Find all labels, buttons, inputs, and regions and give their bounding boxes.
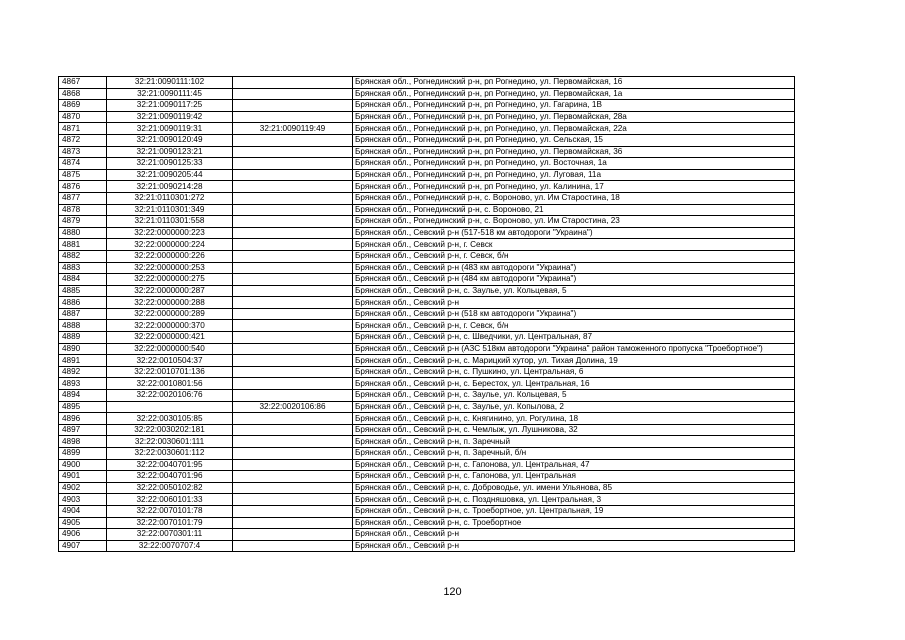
cadastral-number-cell: 32:22:0030601:111 <box>107 436 233 448</box>
address-cell: Брянская обл., Севский р-н, с. Заулье, ул. Кольцевая, 5 <box>353 285 795 297</box>
row-number-cell: 4896 <box>59 413 107 425</box>
row-number-cell: 4877 <box>59 192 107 204</box>
cadastral-number-cell: 32:22:0000000:253 <box>107 262 233 274</box>
row-number-cell: 4878 <box>59 204 107 216</box>
previous-number-cell <box>233 355 353 367</box>
table-row <box>59 181 795 193</box>
table-row <box>59 517 795 529</box>
table-row <box>59 401 795 413</box>
address-cell: Брянская обл., Севский р-н, с. Гапонова, ул. Центральная, 47 <box>353 459 795 471</box>
row-number-cell: 4901 <box>59 471 107 483</box>
address-cell: Брянская обл., Рогнединский р-н, с. Вороново, ул. Им Старостина, 23 <box>353 216 795 228</box>
address-cell: Брянская обл., Севский р-н, с. Княгинино, ул. Рогулина, 18 <box>353 413 795 425</box>
row-number-cell: 4898 <box>59 436 107 448</box>
registry-table-body <box>59 77 795 552</box>
cadastral-number-cell: 32:21:0090125:33 <box>107 158 233 170</box>
cadastral-number-cell: 32:22:0040701:95 <box>107 459 233 471</box>
cadastral-number-cell: 32:22:0070101:79 <box>107 517 233 529</box>
previous-number-cell <box>233 192 353 204</box>
previous-number-cell <box>233 378 353 390</box>
table-row <box>59 494 795 506</box>
cadastral-number-cell: 32:21:0090111:45 <box>107 88 233 100</box>
address-cell: Брянская обл., Севский р-н (484 км автодороги "Украина") <box>353 274 795 286</box>
address-cell: Брянская обл., Севский р-н, г. Севск <box>353 239 795 251</box>
address-cell: Брянская обл., Севский р-н, с. Троебортное, ул. Центральная, 19 <box>353 505 795 517</box>
previous-number-cell <box>233 227 353 239</box>
table-row <box>59 250 795 262</box>
cadastral-number-cell: 32:22:0040701:96 <box>107 471 233 483</box>
previous-number-cell <box>233 158 353 170</box>
row-number-cell: 4884 <box>59 274 107 286</box>
cadastral-number-cell: 32:22:0010801:56 <box>107 378 233 390</box>
row-number-cell: 4872 <box>59 134 107 146</box>
previous-number-cell <box>233 343 353 355</box>
row-number-cell: 4900 <box>59 459 107 471</box>
previous-number-cell <box>233 390 353 402</box>
cadastral-number-cell: 32:21:0090119:42 <box>107 111 233 123</box>
cadastral-number-cell: 32:22:0060101:33 <box>107 494 233 506</box>
previous-number-cell <box>233 320 353 332</box>
cadastral-number-cell: 32:22:0010504:37 <box>107 355 233 367</box>
address-cell: Брянская обл., Севский р-н <box>353 540 795 552</box>
previous-number-cell <box>233 134 353 146</box>
previous-number-cell <box>233 505 353 517</box>
cadastral-number-cell: 32:21:0110301:349 <box>107 204 233 216</box>
row-number-cell: 4886 <box>59 297 107 309</box>
address-cell: Брянская обл., Рогнединский р-н, рп Рогнедино, ул. Гагарина, 1В <box>353 100 795 112</box>
address-cell: Брянская обл., Севский р-н, с. Чемлыж, ул. Лушникова, 32 <box>353 424 795 436</box>
cadastral-number-cell: 32:22:0020106:76 <box>107 390 233 402</box>
row-number-cell: 4871 <box>59 123 107 135</box>
previous-number-cell <box>233 204 353 216</box>
registry-table <box>58 76 795 552</box>
previous-number-cell <box>233 100 353 112</box>
address-cell: Брянская обл., Севский р-н, с. Троебортное <box>353 517 795 529</box>
table-row <box>59 459 795 471</box>
row-number-cell: 4869 <box>59 100 107 112</box>
table-row <box>59 111 795 123</box>
address-cell: Брянская обл., Севский р-н, с. Поздняшовка, ул. Центральная, 3 <box>353 494 795 506</box>
address-cell: Брянская обл., Севский р-н (АЗС 518км автодороги "Украина" район таможенного пропуска "Троебортное") <box>353 343 795 355</box>
previous-number-cell <box>233 216 353 228</box>
previous-number-cell <box>233 274 353 286</box>
table-row <box>59 482 795 494</box>
address-cell: Брянская обл., Севский р-н, с. Доброводье, ул. имени Ульянова, 85 <box>353 482 795 494</box>
cadastral-number-cell: 32:21:0090214:28 <box>107 181 233 193</box>
row-number-cell: 4890 <box>59 343 107 355</box>
cadastral-number-cell: 32:22:0030105:85 <box>107 413 233 425</box>
previous-number-cell <box>233 448 353 460</box>
cadastral-number-cell: 32:22:0030601:112 <box>107 448 233 460</box>
row-number-cell: 4891 <box>59 355 107 367</box>
previous-number-cell <box>233 471 353 483</box>
cadastral-number-cell <box>107 401 233 413</box>
table-row <box>59 413 795 425</box>
cadastral-number-cell: 32:21:0090117:25 <box>107 100 233 112</box>
previous-number-cell <box>233 540 353 552</box>
row-number-cell: 4892 <box>59 366 107 378</box>
table-row <box>59 343 795 355</box>
previous-number-cell <box>233 169 353 181</box>
cadastral-number-cell: 32:22:0000000:370 <box>107 320 233 332</box>
row-number-cell: 4905 <box>59 517 107 529</box>
cadastral-number-cell: 32:22:0030202:181 <box>107 424 233 436</box>
previous-number-cell <box>233 529 353 541</box>
address-cell: Брянская обл., Севский р-н <box>353 297 795 309</box>
cadastral-number-cell: 32:22:0000000:223 <box>107 227 233 239</box>
table-row <box>59 227 795 239</box>
row-number-cell: 4906 <box>59 529 107 541</box>
previous-number-cell: 32:21:0090119:49 <box>233 123 353 135</box>
cadastral-number-cell: 32:22:0070707:4 <box>107 540 233 552</box>
row-number-cell: 4880 <box>59 227 107 239</box>
cadastral-number-cell: 32:22:0000000:224 <box>107 239 233 251</box>
address-cell: Брянская обл., Рогнединский р-н, рп Рогнедино, ул. Первомайская, 16 <box>353 77 795 89</box>
row-number-cell: 4888 <box>59 320 107 332</box>
previous-number-cell <box>233 297 353 309</box>
address-cell: Брянская обл., Севский р-н (517-518 км автодороги "Украина") <box>353 227 795 239</box>
address-cell: Брянская обл., Рогнединский р-н, рп Рогнедино, ул. Первомайская, 36 <box>353 146 795 158</box>
row-number-cell: 4883 <box>59 262 107 274</box>
table-row <box>59 297 795 309</box>
table-row <box>59 134 795 146</box>
address-cell: Брянская обл., Рогнединский р-н, рп Рогнедино, ул. Луговая, 11а <box>353 169 795 181</box>
address-cell: Брянская обл., Севский р-н (518 км автодороги "Украина") <box>353 308 795 320</box>
cadastral-number-cell: 32:22:0000000:226 <box>107 250 233 262</box>
address-cell: Брянская обл., Севский р-н (483 км автодороги "Украина") <box>353 262 795 274</box>
address-cell: Брянская обл., Севский р-н, п. Заречный, б/н <box>353 448 795 460</box>
address-cell: Брянская обл., Севский р-н, с. Пушкино, ул. Центральная, 6 <box>353 366 795 378</box>
row-number-cell: 4907 <box>59 540 107 552</box>
previous-number-cell <box>233 77 353 89</box>
row-number-cell: 4903 <box>59 494 107 506</box>
address-cell: Брянская обл., Севский р-н, с. Заулье, ул. Копылова, 2 <box>353 401 795 413</box>
row-number-cell: 4899 <box>59 448 107 460</box>
cadastral-number-cell: 32:22:0010701:136 <box>107 366 233 378</box>
table-row <box>59 77 795 89</box>
cadastral-number-cell: 32:22:0050102:82 <box>107 482 233 494</box>
cadastral-number-cell: 32:22:0000000:540 <box>107 343 233 355</box>
previous-number-cell <box>233 88 353 100</box>
cadastral-number-cell: 32:22:0000000:275 <box>107 274 233 286</box>
page-number: 120 <box>443 586 462 598</box>
table-row <box>59 169 795 181</box>
previous-number-cell <box>233 366 353 378</box>
table-row <box>59 448 795 460</box>
row-number-cell: 4894 <box>59 390 107 402</box>
table-row <box>59 123 795 135</box>
previous-number-cell <box>233 459 353 471</box>
previous-number-cell <box>233 250 353 262</box>
address-cell: Брянская обл., Рогнединский р-н, рп Рогнедино, ул. Первомайская, 22а <box>353 123 795 135</box>
table-row <box>59 529 795 541</box>
row-number-cell: 4887 <box>59 308 107 320</box>
previous-number-cell <box>233 436 353 448</box>
table-row <box>59 262 795 274</box>
row-number-cell: 4881 <box>59 239 107 251</box>
address-cell: Брянская обл., Севский р-н, с. Заулье, ул. Кольцевая, 5 <box>353 390 795 402</box>
table-row <box>59 540 795 552</box>
previous-number-cell <box>233 262 353 274</box>
previous-number-cell <box>233 146 353 158</box>
cadastral-number-cell: 32:21:0090205:44 <box>107 169 233 181</box>
cadastral-number-cell: 32:21:0110301:558 <box>107 216 233 228</box>
table-row <box>59 505 795 517</box>
address-cell: Брянская обл., Севский р-н, г. Севск, б/н <box>353 320 795 332</box>
address-cell: Брянская обл., Севский р-н, с. Берестох, ул. Центральная, 16 <box>353 378 795 390</box>
previous-number-cell <box>233 308 353 320</box>
row-number-cell: 4868 <box>59 88 107 100</box>
table-row <box>59 436 795 448</box>
row-number-cell: 4876 <box>59 181 107 193</box>
previous-number-cell <box>233 285 353 297</box>
address-cell: Брянская обл., Рогнединский р-н, с. Вороново, 21 <box>353 204 795 216</box>
cadastral-number-cell: 32:22:0070101:78 <box>107 505 233 517</box>
row-number-cell: 4882 <box>59 250 107 262</box>
previous-number-cell: 32:22:0020106:86 <box>233 401 353 413</box>
cadastral-number-cell: 32:21:0090111:102 <box>107 77 233 89</box>
address-cell: Брянская обл., Севский р-н, г. Севск, б/н <box>353 250 795 262</box>
table-row <box>59 216 795 228</box>
row-number-cell: 4904 <box>59 505 107 517</box>
table-row <box>59 308 795 320</box>
table-row <box>59 88 795 100</box>
previous-number-cell <box>233 482 353 494</box>
table-row <box>59 320 795 332</box>
row-number-cell: 4893 <box>59 378 107 390</box>
previous-number-cell <box>233 181 353 193</box>
cadastral-number-cell: 32:22:0000000:287 <box>107 285 233 297</box>
row-number-cell: 4873 <box>59 146 107 158</box>
table-row <box>59 424 795 436</box>
previous-number-cell <box>233 332 353 344</box>
table-row <box>59 192 795 204</box>
address-cell: Брянская обл., Рогнединский р-н, рп Рогнедино, ул. Первомайская, 1а <box>353 88 795 100</box>
address-cell: Брянская обл., Севский р-н <box>353 529 795 541</box>
table-row <box>59 100 795 112</box>
previous-number-cell <box>233 494 353 506</box>
table-row <box>59 471 795 483</box>
address-cell: Брянская обл., Севский р-н, с. Марицкий хутор, ул. Тихая Долина, 19 <box>353 355 795 367</box>
address-cell: Брянская обл., Севский р-н, п. Заречный <box>353 436 795 448</box>
cadastral-number-cell: 32:22:0000000:421 <box>107 332 233 344</box>
table-row <box>59 274 795 286</box>
cadastral-number-cell: 32:21:0110301:272 <box>107 192 233 204</box>
row-number-cell: 4902 <box>59 482 107 494</box>
cadastral-number-cell: 32:21:0090119:31 <box>107 123 233 135</box>
previous-number-cell <box>233 111 353 123</box>
previous-number-cell <box>233 239 353 251</box>
cadastral-number-cell: 32:21:0090120:49 <box>107 134 233 146</box>
table-row <box>59 204 795 216</box>
cadastral-number-cell: 32:22:0070301:11 <box>107 529 233 541</box>
address-cell: Брянская обл., Севский р-н, с. Шведчики, ул. Центральная, 87 <box>353 332 795 344</box>
row-number-cell: 4874 <box>59 158 107 170</box>
table-row <box>59 285 795 297</box>
row-number-cell: 4867 <box>59 77 107 89</box>
row-number-cell: 4870 <box>59 111 107 123</box>
row-number-cell: 4875 <box>59 169 107 181</box>
row-number-cell: 4895 <box>59 401 107 413</box>
table-row <box>59 355 795 367</box>
table-row <box>59 390 795 402</box>
row-number-cell: 4897 <box>59 424 107 436</box>
previous-number-cell <box>233 413 353 425</box>
address-cell: Брянская обл., Рогнединский р-н, рп Рогнедино, ул. Первомайская, 28а <box>353 111 795 123</box>
previous-number-cell <box>233 424 353 436</box>
cadastral-number-cell: 32:22:0000000:289 <box>107 308 233 320</box>
address-cell: Брянская обл., Рогнединский р-н, с. Вороново, ул. Им Старостина, 18 <box>353 192 795 204</box>
previous-number-cell <box>233 517 353 529</box>
row-number-cell: 4879 <box>59 216 107 228</box>
cadastral-number-cell: 32:22:0000000:288 <box>107 297 233 309</box>
address-cell: Брянская обл., Рогнединский р-н, рп Рогнедино, ул. Калинина, 17 <box>353 181 795 193</box>
table-row <box>59 158 795 170</box>
table-row <box>59 239 795 251</box>
table-row <box>59 366 795 378</box>
address-cell: Брянская обл., Севский р-н, с. Гапонова, ул. Центральная <box>353 471 795 483</box>
cadastral-number-cell: 32:21:0090123:21 <box>107 146 233 158</box>
table-row <box>59 332 795 344</box>
address-cell: Брянская обл., Рогнединский р-н, рп Рогнедино, ул. Восточная, 1а <box>353 158 795 170</box>
row-number-cell: 4889 <box>59 332 107 344</box>
table-row <box>59 146 795 158</box>
address-cell: Брянская обл., Рогнединский р-н, рп Рогнедино, ул. Сельская, 15 <box>353 134 795 146</box>
table-row <box>59 378 795 390</box>
row-number-cell: 4885 <box>59 285 107 297</box>
